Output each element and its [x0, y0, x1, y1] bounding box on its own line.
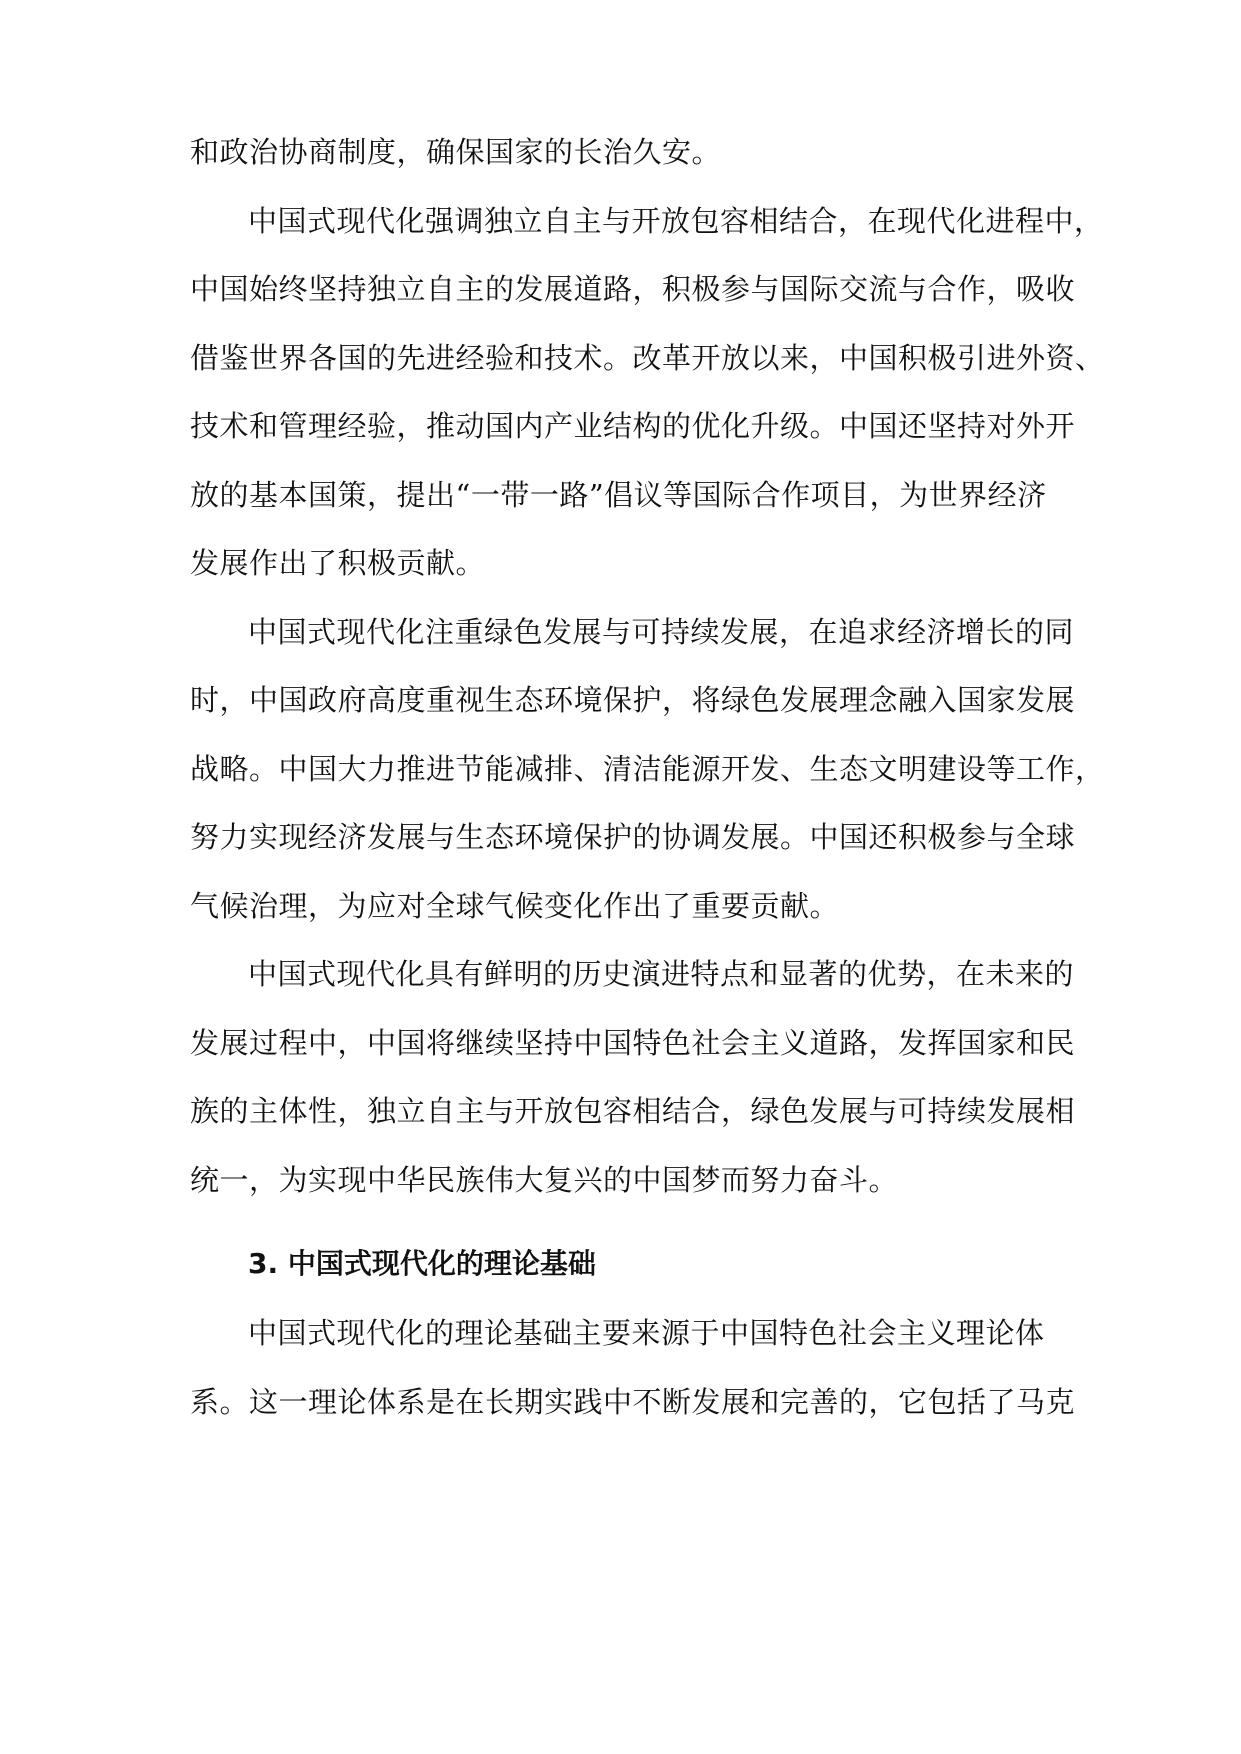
paragraph-line: 气候治理，为应对全球气候变化作出了重要贡献。: [190, 889, 840, 923]
paragraph-line: 中国式现代化注重绿色发展与可持续发展，在追求经济增长的同: [248, 615, 1075, 649]
paragraph-line: 借鉴世界各国的先进经验和技术。改革开放以来，中国积极引进外资、: [190, 341, 1105, 375]
paragraph-line: 中国式现代化强调独立自主与开放包容相结合，在现代化进程中，: [248, 204, 1104, 238]
paragraph-line: 发展作出了积极贡献。: [190, 546, 486, 580]
paragraph-line: 中国始终坚持独立自主的发展道路，积极参与国际交流与合作，吸收: [190, 272, 1076, 306]
paragraph-line: 中国式现代化的理论基础主要来源于中国特色社会主义理论体: [248, 1316, 1045, 1350]
paragraph-line: 和政治协商制度，确保国家的长治久安。: [190, 135, 722, 169]
paragraph-line: 中国式现代化具有鲜明的历史演进特点和显著的优势，在未来的: [248, 957, 1075, 991]
paragraph-line: 努力实现经济发展与生态环境保护的协调发展。中国还积极参与全球: [190, 820, 1076, 854]
paragraph-line: 统一，为实现中华民族伟大复兴的中国梦而努力奋斗。: [190, 1163, 899, 1197]
paragraph-line: 战略。中国大力推进节能减排、清洁能源开发、生态文明建设等工作，: [190, 752, 1105, 786]
paragraph-line: 放的基本国策，提出“一带一路”倡议等国际合作项目，为世界经济: [190, 478, 1047, 512]
paragraph-line: 时，中国政府高度重视生态环境保护，将绿色发展理念融入国家发展: [190, 683, 1076, 717]
paragraph-line: 族的主体性，独立自主与开放包容相结合，绿色发展与可持续发展相: [190, 1094, 1076, 1128]
paragraph-line: 发展过程中，中国将继续坚持中国特色社会主义道路，发挥国家和民: [190, 1026, 1076, 1060]
paragraph-line: 技术和管理经验，推动国内产业结构的优化升级。中国还坚持对外开: [190, 409, 1076, 443]
paragraph-line: 系。这一理论体系是在长期实践中不断发展和完善的，它包括了马克: [190, 1385, 1076, 1419]
section-heading: 3. 中国式现代化的理论基础: [248, 1247, 596, 1280]
